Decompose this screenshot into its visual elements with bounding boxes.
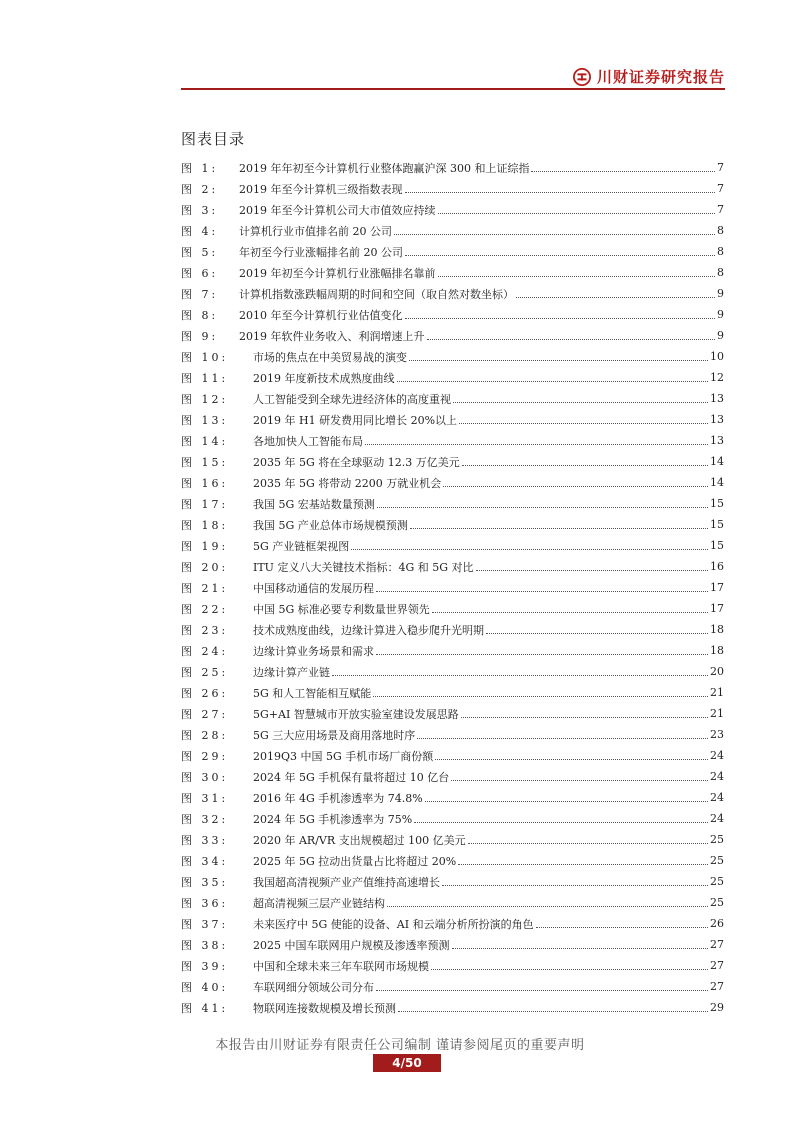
toc-entry-label: 图 8:: [181, 308, 219, 322]
dot-leader: [417, 738, 708, 739]
toc-entry-page: 9: [717, 308, 724, 321]
toc-entry[interactable]: [181, 346, 724, 367]
toc-entry-page: 7: [717, 182, 724, 195]
dot-leader: [365, 444, 708, 445]
toc-entry[interactable]: [181, 997, 724, 1018]
toc-entry-caption: 2025 中国车联网用户规模及渗透率预测: [253, 938, 450, 952]
toc-entry[interactable]: [181, 220, 724, 241]
dot-leader: [405, 318, 716, 319]
toc-entry-caption: 我国 5G 产业总体市场规模预测: [253, 518, 408, 532]
dot-leader: [394, 234, 715, 235]
toc-entry-page: 21: [710, 707, 724, 720]
toc-entry-label: 图 34:: [181, 854, 229, 868]
toc-entry-page: 12: [710, 371, 724, 384]
toc-entry-caption: 计算机指数涨跌幅周期的时间和空间（取自然对数坐标）: [239, 287, 514, 301]
toc-entry-label: 图 29:: [181, 749, 229, 763]
toc-entry-label: 图 31:: [181, 791, 229, 805]
dot-leader: [452, 948, 709, 949]
toc-entry-page: 8: [717, 266, 724, 279]
dot-leader: [516, 297, 715, 298]
dot-leader: [468, 843, 708, 844]
dot-leader: [462, 465, 708, 466]
toc-entry-page: 24: [710, 749, 724, 762]
toc-entry-page: 23: [710, 728, 724, 741]
toc-entry-caption: 中国移动通信的发展历程: [253, 581, 374, 595]
toc-entry-page: 14: [710, 476, 724, 489]
dot-leader: [459, 423, 708, 424]
toc-entry[interactable]: [181, 514, 724, 535]
toc-entry-label: 图 2:: [181, 182, 219, 196]
toc-entry[interactable]: [181, 493, 724, 514]
toc-entry-page: 18: [710, 644, 724, 657]
toc-entry-label: 图 27:: [181, 707, 229, 721]
toc-entry-label: 图 33:: [181, 833, 229, 847]
toc-entry-page: 25: [710, 875, 724, 888]
toc-entry-page: 24: [710, 812, 724, 825]
toc-entry-caption: 人工智能受到全球先进经济体的高度重视: [253, 392, 451, 406]
toc-entry-caption: 2010 年至今计算机行业估值变化: [239, 308, 403, 322]
toc-entry-page: 18: [710, 623, 724, 636]
dot-leader: [414, 822, 708, 823]
toc-entry-page: 24: [710, 791, 724, 804]
toc-entry-label: 图 4:: [181, 224, 219, 238]
toc-entry-page: 15: [710, 497, 724, 510]
toc-entry[interactable]: [181, 892, 724, 913]
dot-leader: [486, 633, 708, 634]
toc-entry[interactable]: [181, 850, 724, 871]
toc-entry-label: 图 1:: [181, 161, 219, 175]
toc-entry-caption: 计算机行业市值排名前 20 公司: [239, 224, 392, 238]
toc-entry-label: 图 39:: [181, 959, 229, 973]
toc-entry[interactable]: [181, 451, 724, 472]
dot-leader: [376, 591, 708, 592]
toc-entry-page: 15: [710, 539, 724, 552]
header-rule: [181, 88, 725, 90]
toc-entry-label: 图 5:: [181, 245, 219, 259]
toc-entry-label: 图 30:: [181, 770, 229, 784]
toc-entry-page: 21: [710, 686, 724, 699]
toc-entry-page: 8: [717, 224, 724, 237]
dot-leader: [431, 969, 708, 970]
toc-entry-label: 图 12:: [181, 392, 229, 406]
toc-entry-page: 17: [710, 602, 724, 615]
toc-entry[interactable]: [181, 703, 724, 724]
dot-leader: [451, 780, 708, 781]
dot-leader: [476, 570, 708, 571]
toc-entry-label: 图 20:: [181, 560, 229, 574]
dot-leader: [531, 171, 715, 172]
toc-entry[interactable]: [181, 682, 724, 703]
toc-entry-caption: 2025 年 5G 拉动出货量占比将超过 20%: [253, 854, 457, 868]
toc-entry-caption: 2019 年年初至今计算机行业整体跑赢沪深 300 和上证综指: [239, 161, 530, 175]
toc-entry[interactable]: [181, 724, 724, 745]
dot-leader: [536, 927, 708, 928]
toc-entry-caption: 2024 年 5G 手机保有量将超过 10 亿台: [253, 770, 450, 784]
toc-entry-caption: 2019 年软件业务收入、利润增速上升: [239, 329, 425, 343]
toc-entry-label: 图 3:: [181, 203, 219, 217]
toc-entry-label: 图 9:: [181, 329, 219, 343]
dot-leader: [432, 612, 708, 613]
toc-entry[interactable]: [181, 661, 724, 682]
toc-entry[interactable]: [181, 640, 724, 661]
toc-entry-label: 图 38:: [181, 938, 229, 952]
brand-name: 川财证券研究报告: [596, 68, 725, 86]
dot-leader: [398, 1011, 708, 1012]
toc-entry-caption: 未来医疗中 5G 使能的设备、AI 和云端分析所扮演的角色: [253, 917, 534, 931]
dot-leader: [453, 402, 708, 403]
toc-entry[interactable]: [181, 955, 724, 976]
toc-entry[interactable]: [181, 283, 724, 304]
toc-entry-page: 27: [710, 959, 724, 972]
toc-entry-caption: 5G 三大应用场景及商用落地时序: [253, 728, 416, 742]
toc-entry[interactable]: [181, 619, 724, 640]
toc-entry-label: 图 15:: [181, 455, 229, 469]
toc-entry-label: 图 32:: [181, 812, 229, 826]
toc-entry[interactable]: [181, 241, 724, 262]
toc-entry[interactable]: [181, 262, 724, 283]
toc-entry-page: 13: [710, 413, 724, 426]
toc-entry[interactable]: [181, 157, 724, 178]
toc-entry-label: 图 26:: [181, 686, 229, 700]
dot-leader: [376, 990, 708, 991]
toc-entry[interactable]: [181, 367, 724, 388]
toc-entry-page: 17: [710, 581, 724, 594]
toc-entry-page: 13: [710, 434, 724, 447]
toc-entry-caption: 2019 年至今计算机公司大市值效应持续: [239, 203, 436, 217]
toc-entry-label: 图 22:: [181, 602, 229, 616]
toc-entry[interactable]: [181, 535, 724, 556]
toc-entry-page: 27: [710, 938, 724, 951]
dot-leader: [425, 801, 708, 802]
dot-leader: [376, 654, 708, 655]
toc-entry-page: 9: [717, 287, 724, 300]
toc-entry-caption: 市场的焦点在中美贸易战的演变: [253, 350, 407, 364]
toc-entry[interactable]: [181, 430, 724, 451]
toc-entry-page: 8: [717, 245, 724, 258]
toc-entry-caption: 5G 产业链框架视图: [253, 539, 350, 553]
toc-entry-caption: 2019 年初至今计算机行业涨幅排名靠前: [239, 266, 436, 280]
dot-leader: [438, 213, 716, 214]
dot-leader: [397, 381, 709, 382]
toc-entry-page: 15: [710, 518, 724, 531]
dot-leader: [410, 528, 708, 529]
toc-entry-caption: 中国和全球未来三年车联网市场规模: [253, 959, 429, 973]
toc-entry[interactable]: [181, 598, 724, 619]
toc-entry[interactable]: [181, 556, 724, 577]
header-brand: [573, 66, 725, 87]
toc-entry-caption: 各地加快人工智能布局: [253, 434, 363, 448]
toc-entry-caption: 2019Q3 中国 5G 手机市场厂商份额: [253, 749, 434, 763]
toc-entry-label: 图 11:: [181, 371, 229, 385]
toc-entry-caption: 2024 年 5G 手机渗透率为 75%: [253, 812, 413, 826]
toc-entry-page: 25: [710, 896, 724, 909]
toc-entry-caption: 我国超高清视频产业产值维持高速增长: [253, 875, 440, 889]
toc-entry-caption: 2019 年 H1 研发费用同比增长 20%以上: [253, 413, 458, 427]
toc-entry-page: 7: [717, 161, 724, 174]
toc-entry-label: 图 37:: [181, 917, 229, 931]
toc-entry[interactable]: [181, 472, 724, 493]
toc-entry-label: 图 19:: [181, 539, 229, 553]
toc-entry-label: 图 36:: [181, 896, 229, 910]
toc-entry-caption: 边缘计算产业链: [253, 665, 330, 679]
dot-leader: [332, 675, 708, 676]
toc-entry-label: 图 6:: [181, 266, 219, 280]
page-indicator: 4/50: [373, 1054, 441, 1072]
toc-entry-page: 25: [710, 833, 724, 846]
toc-entry-page: 16: [710, 560, 724, 573]
toc-entry-caption: 2020 年 AR/VR 支出规模超过 100 亿美元: [253, 833, 466, 847]
toc-entry-caption: 物联网连接数规模及增长预测: [253, 1001, 396, 1015]
dot-leader: [373, 696, 708, 697]
toc-entry-label: 图 21:: [181, 581, 229, 595]
toc-entry-label: 图 18:: [181, 518, 229, 532]
dot-leader: [387, 906, 708, 907]
toc-entry[interactable]: [181, 913, 724, 934]
toc-entry[interactable]: [181, 199, 724, 220]
toc-entry-caption: 年初至今行业涨幅排名前 20 公司: [239, 245, 403, 259]
toc-entry-label: 图 17:: [181, 497, 229, 511]
toc-title: 图表目录: [181, 130, 246, 148]
toc-entry-label: 图 14:: [181, 434, 229, 448]
toc-entry[interactable]: [181, 304, 724, 325]
toc-entry-label: 图 7:: [181, 287, 219, 301]
toc-entry-page: 14: [710, 455, 724, 468]
toc-entry-caption: 5G+AI 智慧城市开放实验室建设发展思路: [253, 707, 459, 721]
dot-leader: [438, 276, 716, 277]
toc-entry[interactable]: [181, 745, 724, 766]
toc-entry-label: 图 10:: [181, 350, 229, 364]
dot-leader: [405, 255, 715, 256]
toc-entry-caption: 5G 和人工智能相互赋能: [253, 686, 372, 700]
toc-entry-page: 26: [710, 917, 724, 930]
toc-entry-caption: 技术成熟度曲线，边缘计算进入稳步爬升光明期: [253, 623, 484, 637]
toc-entry-caption: 2019 年至今计算机三级指数表现: [239, 182, 403, 196]
toc-entry-label: 图 28:: [181, 728, 229, 742]
toc-entry-label: 图 35:: [181, 875, 229, 889]
toc-entry-caption: 2035 年 5G 将在全球驱动 12.3 万亿美元: [253, 455, 460, 469]
toc-entry-page: 10: [710, 350, 724, 363]
toc-entry-caption: 2019 年度新技术成熟度曲线: [253, 371, 395, 385]
toc-entry-page: 25: [710, 854, 724, 867]
dot-leader: [461, 717, 708, 718]
toc-entry-caption: 2035 年 5G 将带动 2200 万就业机会: [253, 476, 442, 490]
toc-entry[interactable]: [181, 388, 724, 409]
dot-leader: [443, 486, 708, 487]
toc-entry-page: 9: [717, 329, 724, 342]
toc-entry[interactable]: [181, 976, 724, 997]
footer-disclaimer: 本报告由川财证券有限责任公司编制 谨请参阅尾页的重要声明: [215, 1038, 585, 1053]
dot-leader: [458, 864, 708, 865]
dot-leader: [377, 507, 708, 508]
toc-entry[interactable]: [181, 808, 724, 829]
dot-leader: [435, 759, 708, 760]
dot-leader: [409, 360, 708, 361]
toc-entry[interactable]: [181, 871, 724, 892]
toc-entry[interactable]: [181, 766, 724, 787]
toc-entry-caption: 边缘计算业务场景和需求: [253, 644, 374, 658]
toc-entry-caption: ITU 定义八大关键技术指标：4G 和 5G 对比: [253, 560, 474, 574]
toc-entry[interactable]: [181, 577, 724, 598]
toc-entry-label: 图 41:: [181, 1001, 229, 1015]
toc-entry-label: 图 16:: [181, 476, 229, 490]
toc-entry-page: 7: [717, 203, 724, 216]
toc-entry-page: 24: [710, 770, 724, 783]
toc-entry-label: 图 40:: [181, 980, 229, 994]
dot-leader: [442, 885, 708, 886]
company-logo-icon: [573, 68, 591, 86]
toc-entry-page: 27: [710, 980, 724, 993]
dot-leader: [405, 192, 716, 193]
toc-entry-page: 29: [710, 1001, 724, 1014]
toc-entry-caption: 中国 5G 标准必要专利数量世界领先: [253, 602, 430, 616]
toc-entry[interactable]: [181, 178, 724, 199]
toc-entry-label: 图 23:: [181, 623, 229, 637]
toc-entry-page: 13: [710, 392, 724, 405]
toc-entry[interactable]: [181, 829, 724, 850]
toc-entry-caption: 2016 年 4G 手机渗透率为 74.8%: [253, 791, 423, 805]
dot-leader: [427, 339, 716, 340]
toc-entry-page: 20: [710, 665, 724, 678]
dot-leader: [351, 549, 708, 550]
toc-entry-label: 图 25:: [181, 665, 229, 679]
toc-entry[interactable]: [181, 787, 724, 808]
toc-entry[interactable]: [181, 325, 724, 346]
toc-list: [181, 157, 724, 1018]
toc-entry[interactable]: [181, 409, 724, 430]
toc-entry-caption: 超高清视频三层产业链结构: [253, 896, 385, 910]
toc-entry[interactable]: [181, 934, 724, 955]
toc-entry-label: 图 13:: [181, 413, 229, 427]
toc-entry-label: 图 24:: [181, 644, 229, 658]
toc-entry-caption: 我国 5G 宏基站数量预测: [253, 497, 375, 511]
toc-entry-caption: 车联网细分领域公司分布: [253, 980, 374, 994]
